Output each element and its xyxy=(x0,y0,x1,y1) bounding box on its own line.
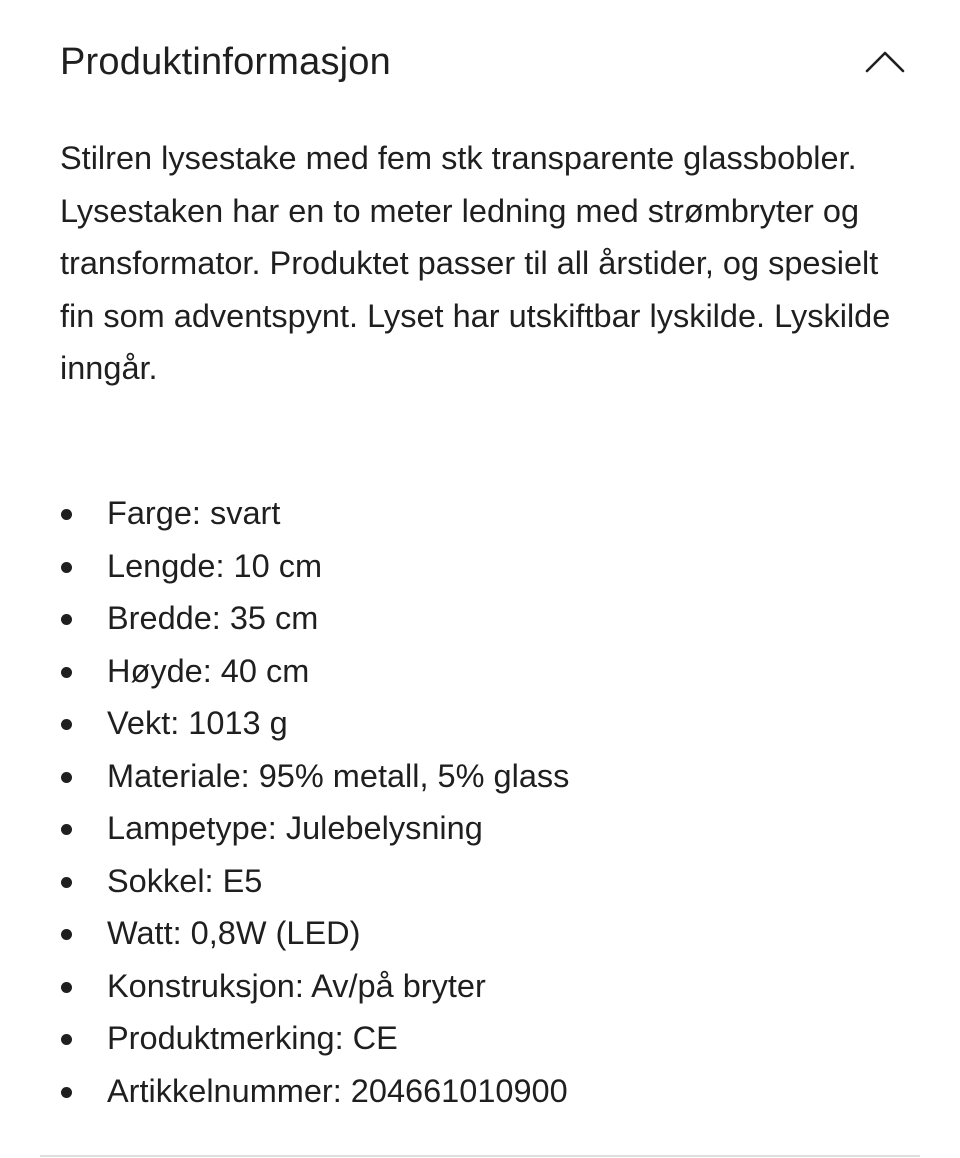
spec-text: Materiale: 95% metall, 5% glass xyxy=(107,757,570,794)
accordion-title: Produktinformasjon xyxy=(60,40,391,83)
bullet-icon xyxy=(61,614,72,625)
bullet-icon xyxy=(61,719,72,730)
spec-text: Lampetype: Julebelysning xyxy=(107,810,483,846)
bullet-icon xyxy=(61,1087,72,1098)
section-divider xyxy=(40,1155,920,1157)
collapse-toggle-button[interactable] xyxy=(860,37,910,87)
bullet-icon xyxy=(61,772,72,783)
spec-item xyxy=(60,1012,920,1065)
bullet-icon xyxy=(61,824,72,835)
spec-item xyxy=(60,960,920,1013)
spec-text: Høyde: 40 cm xyxy=(107,652,310,689)
accordion-header[interactable] xyxy=(40,18,920,106)
bullet-icon xyxy=(61,562,72,573)
spec-item xyxy=(60,645,920,698)
bullet-icon xyxy=(61,982,72,993)
spec-text: Konstruksjon: Av/på bryter xyxy=(107,967,486,1004)
spec-item xyxy=(60,487,920,540)
spec-list xyxy=(60,487,920,1117)
bullet-icon xyxy=(61,877,72,888)
spec-text: Sokkel: E5 xyxy=(107,862,263,899)
spec-item xyxy=(60,802,920,855)
spec-item xyxy=(60,750,920,803)
bullet-icon xyxy=(61,509,72,520)
spec-item xyxy=(60,697,920,750)
spec-item xyxy=(60,1065,920,1118)
spec-text: Farge: svart xyxy=(107,495,281,531)
spec-text: Watt: 0,8W (LED) xyxy=(107,915,361,951)
spec-text: Vekt: 1013 g xyxy=(107,705,288,741)
spec-text: Lengde: 10 cm xyxy=(107,547,323,584)
bullet-icon xyxy=(61,929,72,940)
spec-item xyxy=(60,592,920,645)
spec-text: Artikkelnummer: 204661010900 xyxy=(107,1072,568,1109)
spec-item xyxy=(60,540,920,593)
spec-item xyxy=(60,907,920,960)
product-description: Stilren lysestake med fem stk transparente glassbobler. Lysestaken har en to meter ledning med strømbryter og transformator. Produktet passer til all årstider, og spesielt fin som adventspynt. Lyset har utskiftbar lyskilde. Lyskilde inngår. xyxy=(60,140,891,386)
bullet-icon xyxy=(61,1034,72,1045)
spec-text: Produktmerking: CE xyxy=(107,1020,398,1056)
chevron-up-icon xyxy=(865,50,905,74)
spec-text: Bredde: 35 cm xyxy=(107,600,319,636)
spec-item xyxy=(60,855,920,908)
bullet-icon xyxy=(61,667,72,678)
